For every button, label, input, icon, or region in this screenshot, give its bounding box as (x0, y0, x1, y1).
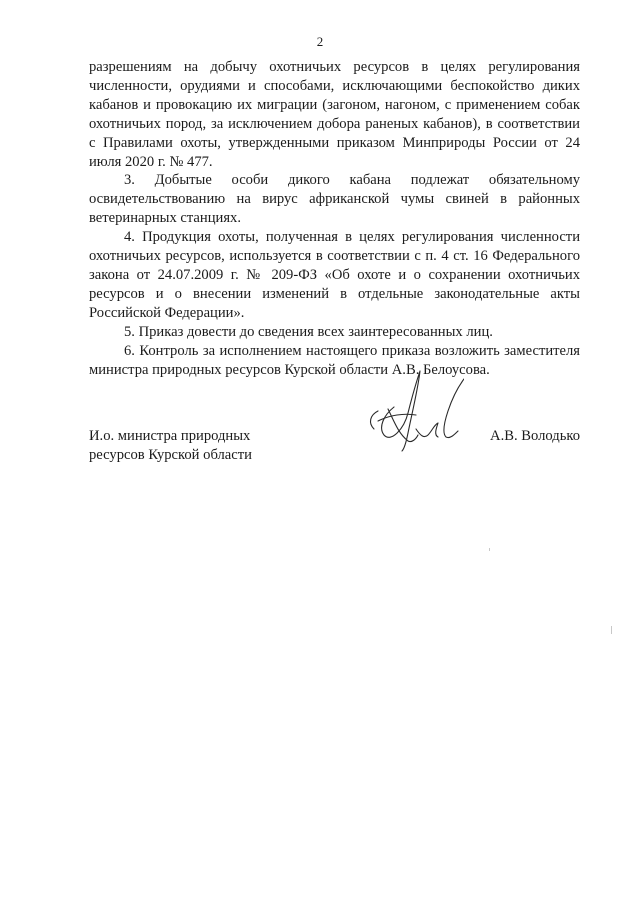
paragraph-continuation: разрешениям на добычу охотничьих ресурсов в целях регулирования численности, орудиями и способами, исключающими беспокойство диких кабанов и провокацию их миграции (загоном, нагоном, с применением собак охотничьих пород, за исключением добора раненых кабанов), в соответствии с Правилами охоты, утвержденными приказом Минприроды России от 24 июля 2020 г. № 477. (89, 59, 580, 170)
scan-speck-1 (611, 626, 612, 634)
paragraph-item-4: 4. Продукция охоты, полученная в целях регулирования численности охотничьих ресурсов, используется в соответствии с п. 4 ст. 16 Федерального закона от 24.07.2009 г. № 209-ФЗ «Об охоте и о сохранении охотничьих ресурсов и о внесении изменений в отдельные законодательные акты Российской Федерации». (89, 229, 580, 321)
signer-position-line-2: ресурсов Курской области (89, 446, 252, 463)
scan-speck-2 (489, 548, 490, 551)
signature-block (89, 423, 580, 483)
page-number: 2 (316, 34, 324, 49)
signer-position-line-1: И.о. министра природных (89, 428, 251, 444)
signer-position (89, 427, 309, 465)
paragraph-item-6: 6. Контроль за исполнением настоящего приказа возложить заместителя министра природных ресурсов Курской области А.В. Белоусова. (89, 342, 580, 378)
paragraph-item-3: 3. Добытые особи дикого кабана подлежат обязательному освидетельствованию на вирус африканской чумы свиней в районных ветеринарных станциях. (89, 172, 580, 227)
signer-name: А.В. Володько (490, 428, 580, 444)
document-body (89, 58, 580, 379)
paragraph-item-5: 5. Приказ довести до сведения всех заинтересованных лиц. (124, 323, 493, 340)
